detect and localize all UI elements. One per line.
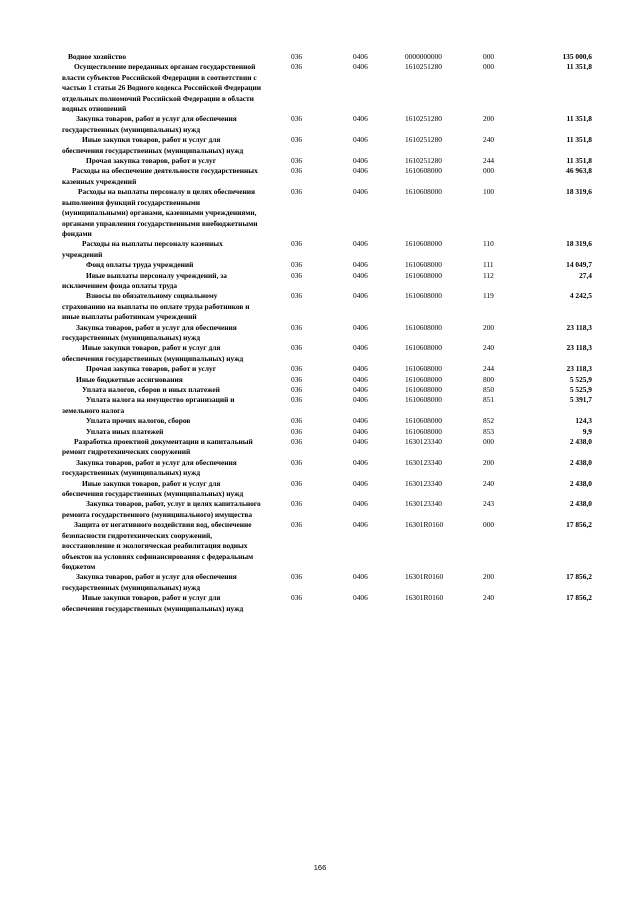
row-expense-type-code: 200 bbox=[483, 572, 495, 582]
budget-table-body bbox=[62, 52, 592, 614]
row-name: Прочая закупка товаров, работ и услуг bbox=[86, 364, 217, 374]
row-spacer bbox=[262, 437, 291, 458]
row-name: Водное хозяйство bbox=[68, 52, 127, 61]
row-target-article-code: 1610608000 bbox=[405, 239, 442, 249]
row-section-code: 0406 bbox=[353, 478, 368, 488]
row-amount: 11 351,8 bbox=[566, 135, 592, 145]
table-row bbox=[62, 593, 592, 614]
table-row bbox=[62, 479, 592, 500]
row-section-code: 0406 bbox=[353, 395, 368, 405]
row-amount: 5 391,7 bbox=[569, 395, 592, 405]
row-amount: 124,3 bbox=[575, 416, 592, 426]
row-ved-code: 036 bbox=[291, 52, 303, 61]
row-target-article-code: 1610608000 bbox=[405, 187, 442, 197]
row-section-code: 0406 bbox=[353, 343, 368, 353]
row-expense-type-code: 112 bbox=[483, 270, 494, 280]
row-expense-type-code: 000 bbox=[483, 62, 495, 72]
row-spacer bbox=[262, 572, 291, 593]
row-spacer bbox=[262, 291, 291, 322]
row-spacer bbox=[262, 416, 291, 426]
table-row bbox=[62, 427, 592, 437]
table-row bbox=[62, 520, 592, 572]
row-amount: 46 963,8 bbox=[566, 166, 592, 176]
row-name: Взносы по обязательному социальному страхованию на выплаты по оплате труда работников и иные выплаты работникам учреждений bbox=[62, 291, 250, 322]
row-name: Прочая закупка товаров, работ и услуг bbox=[86, 156, 217, 166]
row-target-article-code: 1610608000 bbox=[405, 270, 442, 280]
row-expense-type-code: 000 bbox=[483, 52, 495, 61]
row-name: Уплата налогов, сборов и иных платежей bbox=[82, 385, 220, 394]
row-target-article-code: 16301R0160 bbox=[405, 593, 444, 603]
table-row bbox=[62, 458, 592, 479]
table-row bbox=[62, 135, 592, 156]
row-section-code: 0406 bbox=[353, 166, 368, 176]
table-row bbox=[62, 114, 592, 135]
row-expense-type-code: 200 bbox=[483, 457, 495, 467]
row-spacer bbox=[262, 187, 291, 239]
row-expense-type-code: 000 bbox=[483, 437, 495, 447]
table-row bbox=[62, 291, 592, 322]
row-ved-code: 036 bbox=[291, 385, 303, 394]
row-ved-code: 036 bbox=[291, 239, 303, 249]
row-expense-type-code: 852 bbox=[483, 416, 495, 426]
table-row bbox=[62, 62, 592, 114]
row-amount: 11 351,8 bbox=[566, 156, 592, 166]
row-ved-code: 036 bbox=[291, 270, 303, 280]
row-ved-code: 036 bbox=[291, 478, 303, 488]
row-name: Закупка товаров, работ и услуг для обеспечения государственных (муниципальных) нужд bbox=[62, 572, 237, 592]
row-target-article-code: 1630123340 bbox=[405, 478, 442, 488]
row-ved-code: 036 bbox=[291, 166, 303, 176]
row-target-article-code: 1610608000 bbox=[405, 260, 442, 270]
row-section-code: 0406 bbox=[353, 62, 368, 72]
row-target-article-code: 1610251280 bbox=[405, 114, 442, 124]
row-section-code: 0406 bbox=[353, 156, 368, 166]
row-ved-code: 036 bbox=[291, 260, 303, 270]
row-expense-type-code: 110 bbox=[483, 239, 494, 249]
row-amount: 18 319,6 bbox=[566, 187, 592, 197]
row-ved-code: 036 bbox=[291, 416, 303, 426]
row-section-code: 0406 bbox=[353, 135, 368, 145]
row-ved-code: 036 bbox=[291, 156, 303, 166]
row-name: Фонд оплаты труда учреждений bbox=[86, 260, 194, 270]
row-section-code: 0406 bbox=[353, 52, 368, 61]
table-row bbox=[62, 271, 592, 292]
row-section-code: 0406 bbox=[353, 291, 368, 301]
row-ved-code: 036 bbox=[291, 426, 303, 436]
row-amount: 17 856,2 bbox=[566, 520, 592, 530]
row-section-code: 0406 bbox=[353, 260, 368, 270]
row-spacer bbox=[262, 239, 291, 260]
table-row bbox=[62, 375, 592, 385]
row-section-code: 0406 bbox=[353, 437, 368, 447]
row-section-code: 0406 bbox=[353, 426, 368, 436]
row-expense-type-code: 200 bbox=[483, 322, 495, 332]
row-spacer bbox=[262, 156, 291, 166]
table-row bbox=[62, 187, 592, 239]
page-number: 166 bbox=[313, 863, 327, 872]
row-target-article-code: 1610608000 bbox=[405, 291, 442, 301]
row-ved-code: 036 bbox=[291, 62, 303, 72]
row-ved-code: 036 bbox=[291, 395, 303, 405]
row-section-code: 0406 bbox=[353, 499, 368, 509]
row-amount: 23 118,3 bbox=[566, 343, 592, 353]
row-ved-code: 036 bbox=[291, 364, 303, 374]
row-name: Уплата налога на имущество организаций и земельного налога bbox=[62, 395, 235, 415]
row-ved-code: 036 bbox=[291, 291, 303, 301]
row-name: Разработка проектной документации и капитальный ремонт гидротехнических сооружений bbox=[62, 437, 253, 457]
table-row bbox=[62, 364, 592, 374]
row-target-article-code: 1610608000 bbox=[405, 374, 442, 384]
row-target-article-code: 1610251280 bbox=[405, 135, 442, 145]
row-section-code: 0406 bbox=[353, 572, 368, 582]
row-expense-type-code: 200 bbox=[483, 114, 495, 124]
row-target-article-code: 1630123340 bbox=[405, 437, 442, 447]
row-section-code: 0406 bbox=[353, 385, 368, 394]
row-spacer bbox=[262, 375, 291, 385]
row-target-article-code: 1630123340 bbox=[405, 499, 442, 509]
row-spacer bbox=[262, 499, 291, 520]
row-spacer bbox=[262, 364, 291, 374]
row-target-article-code: 1610251280 bbox=[405, 62, 442, 72]
row-spacer bbox=[262, 166, 291, 187]
row-section-code: 0406 bbox=[353, 374, 368, 384]
row-amount: 5 525,9 bbox=[569, 374, 592, 384]
row-amount: 23 118,3 bbox=[566, 322, 592, 332]
row-target-article-code: 16301R0160 bbox=[405, 520, 444, 530]
row-name: Закупка товаров, работ и услуг для обеспечения государственных (муниципальных) нужд bbox=[62, 322, 237, 342]
row-spacer bbox=[262, 114, 291, 135]
table-row bbox=[62, 239, 592, 260]
row-target-article-code: 1610251280 bbox=[405, 156, 442, 166]
row-expense-type-code: 119 bbox=[483, 291, 494, 301]
table-row bbox=[62, 166, 592, 187]
row-name: Осуществление переданных органам государственной власти субъектов Российской Федерации в соответствии с частью 1 статьи 26 Водного кодекса Российской Федерации отдельных полномочий Российской Федерации в области водных отношений bbox=[62, 62, 262, 114]
row-expense-type-code: 240 bbox=[483, 478, 495, 488]
row-expense-type-code: 850 bbox=[483, 385, 495, 394]
row-expense-type-code: 240 bbox=[483, 593, 495, 603]
row-amount: 23 118,3 bbox=[566, 364, 592, 374]
row-amount: 5 525,9 bbox=[569, 385, 592, 394]
row-amount: 2 438,0 bbox=[569, 499, 592, 509]
row-spacer bbox=[262, 323, 291, 344]
row-ved-code: 036 bbox=[291, 322, 303, 332]
row-section-code: 0406 bbox=[353, 270, 368, 280]
row-amount: 27,4 bbox=[579, 270, 592, 280]
row-section-code: 0406 bbox=[353, 364, 368, 374]
row-expense-type-code: 240 bbox=[483, 135, 495, 145]
row-section-code: 0406 bbox=[353, 416, 368, 426]
row-spacer bbox=[262, 479, 291, 500]
row-spacer bbox=[262, 458, 291, 479]
row-name: Уплата иных платежей bbox=[86, 426, 164, 436]
row-ved-code: 036 bbox=[291, 437, 303, 447]
row-spacer bbox=[262, 271, 291, 292]
row-section-code: 0406 bbox=[353, 593, 368, 603]
table-row bbox=[62, 395, 592, 416]
table-row bbox=[62, 437, 592, 458]
row-amount: 11 351,8 bbox=[566, 62, 592, 72]
row-expense-type-code: 240 bbox=[483, 343, 495, 353]
row-target-article-code: 1610608000 bbox=[405, 322, 442, 332]
row-name: Иные закупки товаров, работ и услуг для обеспечения государственных (муниципальных) нужд bbox=[62, 343, 244, 363]
row-spacer bbox=[262, 520, 291, 572]
row-expense-type-code: 244 bbox=[483, 364, 495, 374]
row-amount: 9,9 bbox=[582, 426, 592, 436]
row-amount: 14 049,7 bbox=[566, 260, 592, 270]
row-expense-type-code: 851 bbox=[483, 395, 495, 405]
row-name: Расходы на выплаты персоналу в целях обеспечения выполнения функций государственными (муниципальными) органами, казенными учреждениями, органами управления государственными внебюджетными фондами bbox=[62, 187, 258, 238]
row-amount: 4 242,5 bbox=[569, 291, 592, 301]
row-expense-type-code: 244 bbox=[483, 156, 495, 166]
table-row bbox=[62, 385, 592, 395]
row-ved-code: 036 bbox=[291, 593, 303, 603]
row-section-code: 0406 bbox=[353, 457, 368, 467]
table-row bbox=[62, 52, 592, 62]
row-ved-code: 036 bbox=[291, 187, 303, 197]
row-name: Расходы на выплаты персоналу казенных учреждений bbox=[62, 239, 223, 259]
row-spacer bbox=[262, 343, 291, 364]
row-expense-type-code: 243 bbox=[483, 499, 495, 509]
row-ved-code: 036 bbox=[291, 457, 303, 467]
row-name: Закупка товаров, работ, услуг в целях капитального ремонта государственного (муниципального) имущества bbox=[62, 499, 261, 519]
row-name: Иные выплаты персоналу учреждений, за исключением фонда оплаты труда bbox=[62, 270, 227, 290]
row-expense-type-code: 853 bbox=[483, 426, 495, 436]
row-expense-type-code: 111 bbox=[483, 260, 494, 270]
table-row bbox=[62, 156, 592, 166]
row-spacer bbox=[262, 593, 291, 614]
row-spacer bbox=[262, 427, 291, 437]
row-section-code: 0406 bbox=[353, 322, 368, 332]
table-row bbox=[62, 343, 592, 364]
row-name: Иные закупки товаров, работ и услуг для обеспечения государственных (муниципальных) нужд bbox=[62, 135, 244, 155]
table-row bbox=[62, 260, 592, 270]
row-name: Расходы на обеспечение деятельности государственных казенных учреждений bbox=[62, 166, 258, 186]
row-target-article-code: 1610608000 bbox=[405, 426, 442, 436]
row-target-article-code: 1610608000 bbox=[405, 416, 442, 426]
row-name: Закупка товаров, работ и услуг для обеспечения государственных (муниципальных) нужд bbox=[62, 114, 237, 134]
row-amount: 135 000,6 bbox=[562, 52, 592, 61]
row-target-article-code: 16301R0160 bbox=[405, 572, 444, 582]
row-target-article-code: 1610608000 bbox=[405, 364, 442, 374]
table-row bbox=[62, 323, 592, 344]
row-ved-code: 036 bbox=[291, 135, 303, 145]
row-expense-type-code: 800 bbox=[483, 374, 495, 384]
row-spacer bbox=[262, 395, 291, 416]
table-row bbox=[62, 416, 592, 426]
row-name: Уплата прочих налогов, сборов bbox=[86, 416, 191, 426]
row-ved-code: 036 bbox=[291, 343, 303, 353]
budget-table bbox=[62, 52, 592, 614]
table-row bbox=[62, 572, 592, 593]
row-ved-code: 036 bbox=[291, 520, 303, 530]
table-row bbox=[62, 499, 592, 520]
row-name: Защита от негативного воздействия вод, обеспечение безопасности гидротехнических сооружений, восстановление и экологическая реабилитация водных объектов на условиях софинансирования с федеральным бюджетом bbox=[62, 520, 254, 571]
row-spacer bbox=[262, 385, 291, 395]
row-amount: 18 319,6 bbox=[566, 239, 592, 249]
row-spacer bbox=[262, 135, 291, 156]
row-spacer bbox=[262, 62, 291, 114]
row-section-code: 0406 bbox=[353, 239, 368, 249]
row-expense-type-code: 000 bbox=[483, 520, 495, 530]
row-expense-type-code: 100 bbox=[483, 187, 495, 197]
row-spacer bbox=[262, 260, 291, 270]
row-ved-code: 036 bbox=[291, 572, 303, 582]
row-amount: 2 438,0 bbox=[569, 437, 592, 447]
row-name: Иные закупки товаров, работ и услуг для обеспечения государственных (муниципальных) нужд bbox=[62, 593, 244, 613]
row-target-article-code: 1610608000 bbox=[405, 385, 442, 394]
row-amount: 2 438,0 bbox=[569, 478, 592, 488]
row-name: Иные закупки товаров, работ и услуг для обеспечения государственных (муниципальных) нужд bbox=[62, 478, 244, 499]
row-ved-code: 036 bbox=[291, 374, 303, 384]
row-name: Иные бюджетные ассигнования bbox=[76, 374, 183, 384]
row-ved-code: 036 bbox=[291, 114, 303, 124]
row-amount: 17 856,2 bbox=[566, 593, 592, 603]
row-amount: 2 438,0 bbox=[569, 457, 592, 467]
row-target-article-code: 1610608000 bbox=[405, 395, 442, 405]
row-amount: 11 351,8 bbox=[566, 114, 592, 124]
row-section-code: 0406 bbox=[353, 520, 368, 530]
row-name: Закупка товаров, работ и услуг для обеспечения государственных (муниципальных) нужд bbox=[62, 457, 237, 478]
row-target-article-code: 1610608000 bbox=[405, 343, 442, 353]
row-target-article-code: 0000000000 bbox=[405, 52, 442, 61]
row-target-article-code: 1630123340 bbox=[405, 457, 442, 467]
row-section-code: 0406 bbox=[353, 114, 368, 124]
row-spacer bbox=[262, 52, 291, 62]
row-expense-type-code: 000 bbox=[483, 166, 495, 176]
row-target-article-code: 1610608000 bbox=[405, 166, 442, 176]
row-section-code: 0406 bbox=[353, 187, 368, 197]
row-amount: 17 856,2 bbox=[566, 572, 592, 582]
row-ved-code: 036 bbox=[291, 499, 303, 509]
